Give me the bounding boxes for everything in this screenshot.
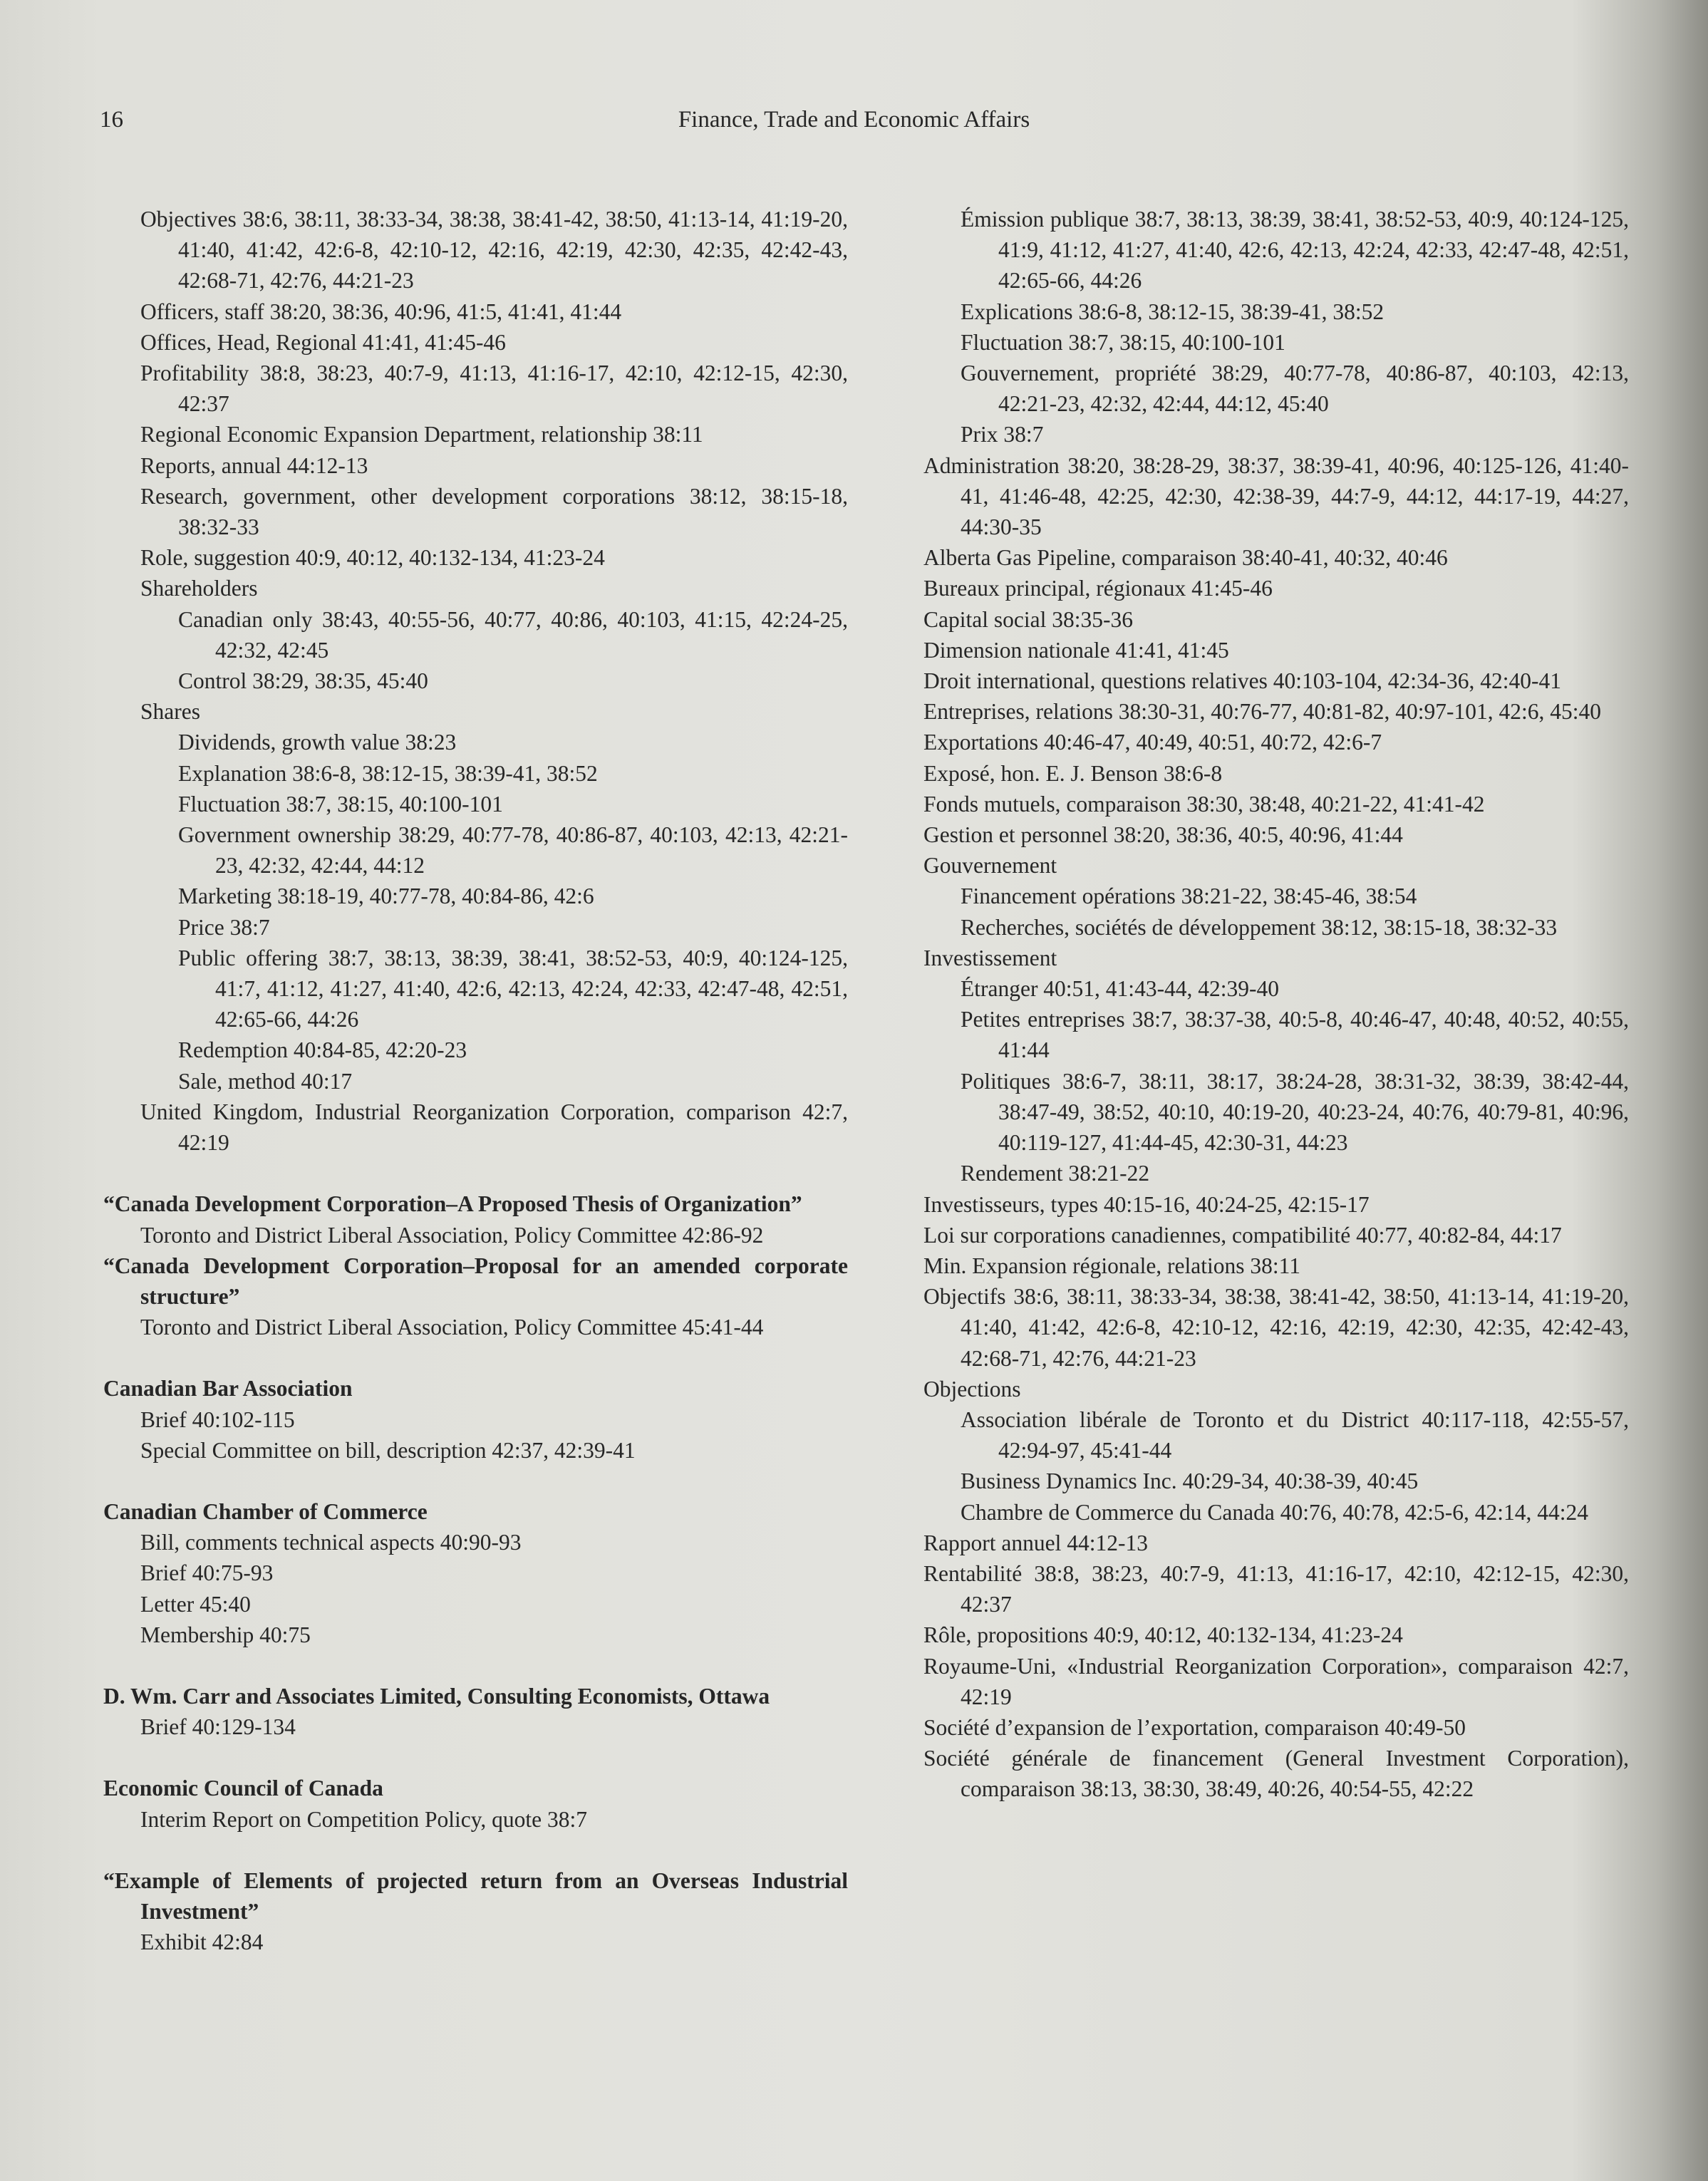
index-subentry: Price 38:7: [178, 914, 270, 940]
index-heading: Objectifs 38:6, 38:11, 38:33-34, 38:38, 38:41-42, 38:50, 41:13-14, 41:19-20, 41:40, 41:42, 42:6-8, 42:10-12, 42:16, 42:19, 42:30, 42:35, 42:42-43, 42:68-71, 42:76, 44:21-23: [923, 1284, 1629, 1371]
index-subentry: Étranger 40:51, 41:43-44, 42:39-40: [961, 976, 1280, 1002]
index-subentry: Business Dynamics Inc. 40:29-34, 40:38-39, 40:45: [961, 1468, 1419, 1494]
index-subentry: Toronto and District Liberal Association, Policy Committee 45:41-44: [140, 1315, 764, 1340]
index-subentry: Membership 40:75: [140, 1622, 311, 1647]
index-subentry: Association libérale de Toronto et du District 40:117-118, 42:55-57, 42:94-97, 45:41-44: [961, 1406, 1629, 1464]
index-subentry: Role, suggestion 40:9, 40:12, 40:132-134, 41:23-24: [140, 545, 605, 571]
index-heading: Droit international, questions relatives 40:103-104, 42:34-36, 42:40-41: [923, 668, 1561, 694]
index-subentry: Shares: [140, 699, 200, 725]
index-heading: Investissement: [923, 945, 1057, 970]
index-subentry: Profitability 38:8, 38:23, 40:7-9, 41:13, 41:16-17, 42:10, 42:12-15, 42:30, 42:37: [140, 361, 848, 417]
index-subentry: Bill, comments technical aspects 40:90-93: [140, 1530, 522, 1555]
index-heading: Administration 38:20, 38:28-29, 38:37, 38:39-41, 40:96, 40:125-126, 41:40-41, 41:46-48, 42:25, 42:30, 42:38-39, 44:7-9, 44:12, 44:17-19, 44:27, 44:30-35: [923, 452, 1629, 540]
index-subentry: Brief 40:129-134: [140, 1714, 296, 1740]
index-subentry: Interim Report on Competition Policy, quote 38:7: [140, 1806, 588, 1832]
index-heading: “Canada Development Corporation–A Proposed Thesis of Organization”: [103, 1191, 802, 1217]
index-heading: Objections: [923, 1376, 1021, 1402]
left-column: [103, 204, 848, 1957]
index-heading: Gestion et personnel 38:20, 38:36, 40:5, 40:96, 41:44: [923, 822, 1403, 848]
index-heading: Société d’expansion de l’exportation, comparaison 40:49-50: [923, 1714, 1466, 1740]
index-heading: Royaume-Uni, «Industrial Reorganization Corporation», comparaison 42:7, 42:19: [923, 1653, 1629, 1709]
index-subentry: Explanation 38:6-8, 38:12-15, 38:39-41, 38:52: [178, 760, 598, 786]
index-subentry: Toronto and District Liberal Association, Policy Committee 42:86-92: [140, 1222, 764, 1248]
index-heading: Exposé, hon. E. J. Benson 38:6-8: [923, 760, 1223, 786]
index-subentry: Prix 38:7: [961, 422, 1044, 447]
index-heading: Entreprises, relations 38:30-31, 40:76-77, 40:81-82, 40:97-101, 42:6, 45:40: [923, 699, 1602, 725]
index-heading: Alberta Gas Pipeline, comparaison 38:40-41, 40:32, 40:46: [923, 545, 1448, 571]
index-heading: Capital social 38:35-36: [923, 606, 1133, 632]
index-subentry: Offices, Head, Regional 41:41, 41:45-46: [140, 329, 506, 355]
running-head: Finance, Trade and Economic Affairs: [678, 107, 1030, 133]
index-subentry: Fluctuation 38:7, 38:15, 40:100-101: [178, 791, 503, 817]
index-subentry: Marketing 38:18-19, 40:77-78, 40:84-86, 42:6: [178, 884, 594, 909]
index-subentry: Brief 40:75-93: [140, 1560, 274, 1586]
index-heading: Rôle, propositions 40:9, 40:12, 40:132-134, 41:23-24: [923, 1622, 1403, 1648]
index-heading: Dimension nationale 41:41, 41:45: [923, 637, 1229, 663]
index-heading: Bureaux principal, régionaux 41:45-46: [923, 576, 1273, 601]
index-subentry: Rendement 38:21-22: [961, 1161, 1150, 1186]
index-subentry: Objectives 38:6, 38:11, 38:33-34, 38:38, 38:41-42, 38:50, 41:13-14, 41:19-20, 41:40, 41:42, 42:6-8, 42:10-12, 42:16, 42:19, 42:30, 42:35, 42:42-43, 42:68-71, 42:76, 44:21-23: [140, 207, 848, 294]
index-subentry: Émission publique 38:7, 38:13, 38:39, 38:41, 38:52-53, 40:9, 40:124-125, 41:9, 41:12, 41:27, 41:40, 42:6, 42:13, 42:24, 42:33, 42:47-48, 42:51, 42:65-66, 44:26: [961, 207, 1629, 294]
index-subentry: Shareholders: [140, 576, 258, 601]
index-subentry: Politiques 38:6-7, 38:11, 38:17, 38:24-28, 38:31-32, 38:39, 38:42-44, 38:47-49, 38:52, 40:10, 40:19-20, 40:23-24, 40:76, 40:79-81, 40:96, 40:119-127, 41:44-45, 42:30-31, 44:23: [961, 1068, 1629, 1156]
index-heading: Investisseurs, types 40:15-16, 40:24-25, 42:15-17: [923, 1191, 1370, 1217]
index-subentry: Explications 38:6-8, 38:12-15, 38:39-41, 38:52: [961, 299, 1384, 324]
index-subentry: Petites entreprises 38:7, 38:37-38, 40:5-8, 40:46-47, 40:48, 40:52, 40:55, 41:44: [961, 1007, 1629, 1063]
index-subentry: Letter 45:40: [140, 1591, 251, 1617]
index-subentry: Regional Economic Expansion Department, relationship 38:11: [140, 422, 703, 447]
page-header: [0, 107, 1708, 143]
index-heading: Gouvernement: [923, 853, 1057, 879]
index-heading: Min. Expansion régionale, relations 38:11: [923, 1253, 1300, 1278]
index-subentry: Exhibit 42:84: [140, 1929, 264, 1955]
index-heading: “Canada Development Corporation–Proposal for an amended corporate structure”: [103, 1253, 848, 1309]
index-subentry: Public offering 38:7, 38:13, 38:39, 38:41, 38:52-53, 40:9, 40:124-125, 41:7, 41:12, 41:27, 41:40, 42:6, 42:13, 42:24, 42:33, 42:47-48, 42:51, 42:65-66, 44:26: [178, 945, 848, 1032]
index-subentry: Special Committee on bill, description 42:37, 42:39-41: [140, 1437, 636, 1463]
right-column: [923, 204, 1629, 1805]
index-subentry: Brief 40:102-115: [140, 1406, 295, 1432]
index-subentry: Sale, method 40:17: [178, 1068, 353, 1094]
index-subentry: Dividends, growth value 38:23: [178, 730, 457, 755]
index-subentry: Recherches, sociétés de développement 38:12, 38:15-18, 38:32-33: [961, 914, 1558, 940]
index-subentry: Redemption 40:84-85, 42:20-23: [178, 1037, 467, 1063]
index-heading: Loi sur corporations canadiennes, compatibilité 40:77, 40:82-84, 44:17: [923, 1222, 1562, 1248]
index-subentry: Canadian only 38:43, 40:55-56, 40:77, 40:86, 40:103, 41:15, 42:24-25, 42:32, 42:45: [178, 606, 848, 663]
page-number: 16: [100, 107, 123, 133]
index-subentry: Research, government, other development corporations 38:12, 38:15-18, 38:32-33: [140, 483, 848, 540]
index-heading: Rapport annuel 44:12-13: [923, 1530, 1148, 1555]
index-heading: D. Wm. Carr and Associates Limited, Consulting Economists, Ottawa: [103, 1683, 770, 1709]
index-heading: “Example of Elements of projected return from an Overseas Industrial Investment”: [103, 1867, 848, 1924]
index-subentry: Gouvernement, propriété 38:29, 40:77-78, 40:86-87, 40:103, 42:13, 42:21-23, 42:32, 42:44, 44:12, 45:40: [961, 361, 1629, 417]
index-heading: Canadian Chamber of Commerce: [103, 1498, 428, 1524]
index-heading: Rentabilité 38:8, 38:23, 40:7-9, 41:13, 41:16-17, 42:10, 42:12-15, 42:30, 42:37: [923, 1560, 1629, 1617]
index-heading: Exportations 40:46-47, 40:49, 40:51, 40:72, 42:6-7: [923, 730, 1382, 755]
index-subentry: Officers, staff 38:20, 38:36, 40:96, 41:5, 41:41, 41:44: [140, 299, 622, 324]
index-heading: Fonds mutuels, comparaison 38:30, 38:48, 40:21-22, 41:41-42: [923, 791, 1485, 817]
index-heading: Société générale de financement (General Investment Corporation), comparaison 38:13, 38:30, 38:49, 40:26, 40:54-55, 42:22: [923, 1746, 1629, 1802]
index-subentry: Control 38:29, 38:35, 45:40: [178, 668, 428, 694]
index-heading: Economic Council of Canada: [103, 1776, 383, 1801]
index-subentry: Reports, annual 44:12-13: [140, 452, 368, 478]
index-subentry: Financement opérations 38:21-22, 38:45-46, 38:54: [961, 884, 1417, 909]
index-subentry: Fluctuation 38:7, 38:15, 40:100-101: [961, 329, 1285, 355]
index-subentry: Chambre de Commerce du Canada 40:76, 40:78, 42:5-6, 42:14, 44:24: [961, 1499, 1588, 1525]
index-heading: Canadian Bar Association: [103, 1376, 353, 1402]
index-subentry: United Kingdom, Industrial Reorganization Corporation, comparison 42:7, 42:19: [140, 1099, 848, 1156]
index-subentry: Government ownership 38:29, 40:77-78, 40:86-87, 40:103, 42:13, 42:21-23, 42:32, 42:44, 44:12: [178, 822, 848, 879]
